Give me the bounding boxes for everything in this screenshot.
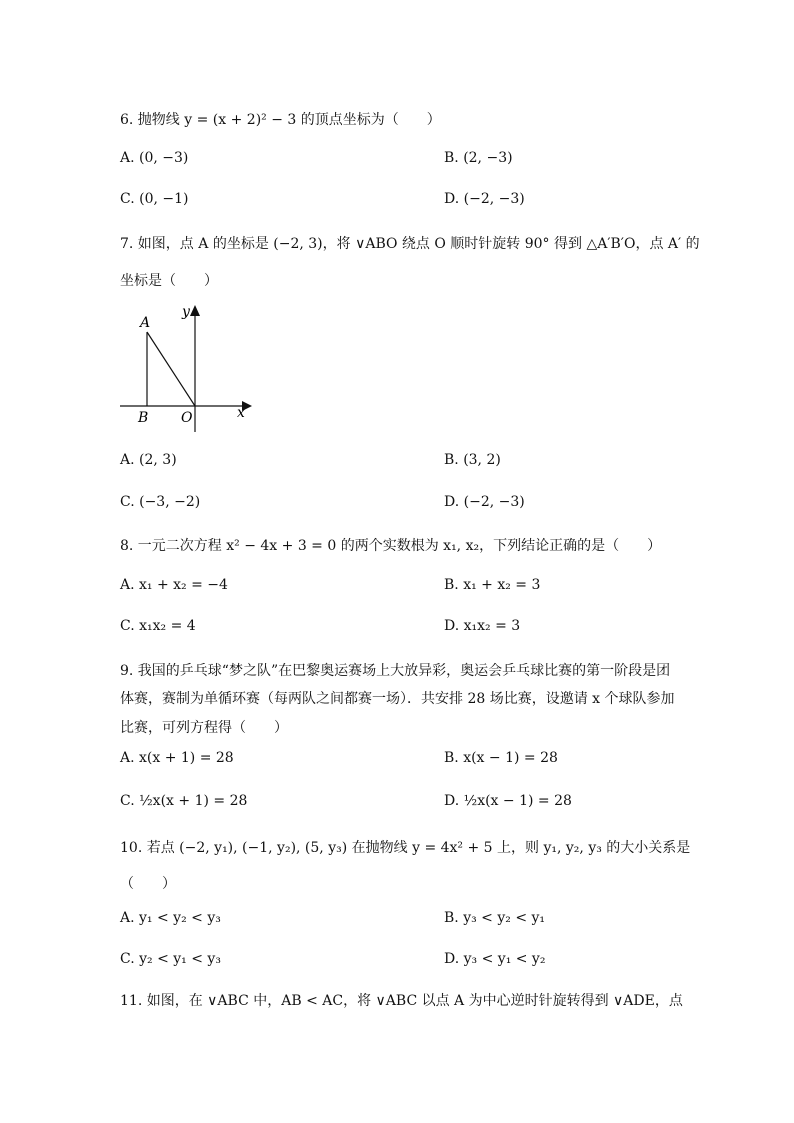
q7-option-b: B. (3, 2) <box>444 452 501 468</box>
q10-option-c: C. y₂ < y₁ < y₃ <box>120 951 221 967</box>
label-x: x <box>237 405 245 421</box>
segment-ao <box>147 332 195 406</box>
q10-option-a: A. y₁ < y₂ < y₃ <box>120 910 221 926</box>
q8-option-d: D. x₁x₂ = 3 <box>444 618 521 634</box>
q7-option-d: D. (−2, −3) <box>444 494 525 510</box>
coordinate-diagram <box>118 300 258 440</box>
q11-stem-line1: 11. 如图，在 ∨ABC 中，AB < AC，将 ∨ABC 以点 A 为中心逆时针旋转得到 ∨ADE，点 <box>120 993 683 1009</box>
q9-option-b: B. x(x − 1) = 28 <box>444 750 558 766</box>
q8-option-b: B. x₁ + x₂ = 3 <box>444 577 541 593</box>
label-o: O <box>181 410 193 426</box>
q6-option-a: A. (0, −3) <box>120 150 189 166</box>
q10-option-b: B. y₃ < y₂ < y₁ <box>444 910 546 926</box>
q10-option-d: D. y₃ < y₁ < y₂ <box>444 951 546 967</box>
q6-stem: 6. 抛物线 y = (x + 2)² − 3 的顶点坐标为（ ） <box>120 112 441 128</box>
q7-option-a: A. (2, 3) <box>120 452 177 468</box>
q9-stem-line3: 比赛，可列方程得（ ） <box>120 720 288 736</box>
q9-option-d: D. ½x(x − 1) = 28 <box>444 793 572 809</box>
q9-stem-line2: 体赛，赛制为单循环赛（每两队之间都赛一场）．共安排 28 场比赛，设邀请 x 个球队参加 <box>120 691 675 707</box>
y-axis-arrow <box>190 305 200 316</box>
q10-stem-line1: 10. 若点 (−2, y₁), (−1, y₂), (5, y₃) 在抛物线 y = 4x² + 5 上，则 y₁, y₂, y₃ 的大小关系是 <box>120 840 691 856</box>
q9-option-a: A. x(x + 1) = 28 <box>120 750 234 766</box>
q6-option-c: C. (0, −1) <box>120 191 189 207</box>
q7-stem-line1: 7. 如图，点 A 的坐标是 (−2, 3)，将 ∨ABO 绕点 O 顺时针旋转 90° 得到 △A′B′O，点 A′ 的 <box>120 236 700 252</box>
q7-option-c: C. (−3, −2) <box>120 494 201 510</box>
q8-option-a: A. x₁ + x₂ = −4 <box>120 577 228 593</box>
label-a: A <box>140 315 151 331</box>
q6-option-b: B. (2, −3) <box>444 150 513 166</box>
q7-stem-line2: 坐标是（ ） <box>120 273 218 289</box>
q9-stem-line1: 9. 我国的乒乓球“梦之队”在巴黎奥运赛场上大放异彩，奥运会乒乓球比赛的第一阶段是团 <box>120 663 671 679</box>
q10-stem-line2: （ ） <box>120 876 176 892</box>
q8-stem: 8. 一元二次方程 x² − 4x + 3 = 0 的两个实数根为 x₁, x₂，下列结论正确的是（ ） <box>120 538 662 554</box>
q7-figure <box>118 300 258 440</box>
label-y: y <box>182 304 190 320</box>
q8-option-c: C. x₁x₂ = 4 <box>120 618 196 634</box>
label-b: B <box>138 410 149 426</box>
q9-option-c: C. ½x(x + 1) = 28 <box>120 793 248 809</box>
q6-option-d: D. (−2, −3) <box>444 191 525 207</box>
